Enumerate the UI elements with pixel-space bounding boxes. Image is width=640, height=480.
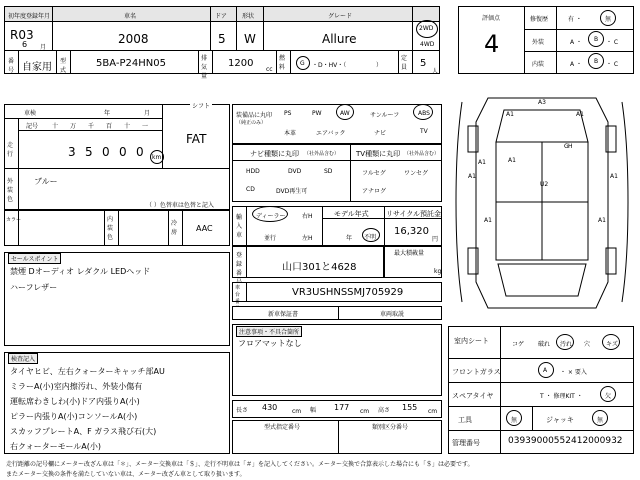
mileage-digit-3: 0 <box>119 145 127 159</box>
car-diagram <box>448 82 636 324</box>
displacement-label: 排気量 <box>201 55 208 80</box>
drive-2wd: 2WD <box>419 25 434 32</box>
inspection-year: 年 <box>104 110 111 117</box>
door-value: 5 <box>218 32 226 46</box>
glass-option: ・ × 要入 <box>560 369 587 376</box>
mileage-unit-4: 十 <box>124 123 131 130</box>
docs-box <box>232 306 442 320</box>
inspection-line-5: 右クォーターモールA(小) <box>10 442 101 451</box>
nav-sub: （社外品含む） <box>304 151 340 157</box>
repair-label: 修復歴 <box>530 16 549 23</box>
diagram-mark-2: A1 <box>576 111 584 118</box>
diagram-mark-11: A1 <box>598 217 606 224</box>
month-unit: 月 <box>40 44 47 51</box>
mgmt-value: 03939000552412000932 <box>508 436 623 446</box>
equip-item-3: サンルーフ <box>370 112 400 119</box>
type-no-label: 型式指定番号 <box>264 424 301 431</box>
int-label: 内装 <box>532 61 545 68</box>
model-year-unit: 年 <box>346 235 353 242</box>
nav-item-2: SD <box>324 168 333 175</box>
glass-value: A <box>543 367 548 374</box>
ac-value: AAC <box>196 224 213 233</box>
sales-label: セールスポイント <box>8 253 61 264</box>
max-load-unit: kg <box>434 268 442 275</box>
inspection-line-3: ピラー内張りA(小)コンソールA(小) <box>10 412 138 421</box>
diagram-mark-9: G <box>564 143 569 150</box>
length-label: 長さ <box>236 407 249 414</box>
ext-after: ・ C <box>606 39 619 46</box>
seat-opt-4: キズ <box>606 341 618 348</box>
recycle-label: リサイクル預託金 <box>386 210 442 218</box>
equip-item-0: PS <box>284 110 292 117</box>
inspection-notes-label: 検査記入 <box>8 353 38 364</box>
kigo-label: 記号 <box>26 123 39 130</box>
capacity-unit: 人 <box>432 68 439 75</box>
diagram-mark-0: A3 <box>538 99 546 106</box>
diagram-mark-3: A1 <box>468 173 476 180</box>
equip-item2-0: 本革 <box>284 130 297 137</box>
color-note: （ ）色替車は色替と記入 <box>146 202 214 209</box>
footer-line2: またメーター交換の条件を満たしていない車は、メーター改ざん車として取り扱います。 <box>6 471 246 478</box>
fuel-options: ・D・HV・（ <box>312 62 347 69</box>
equip-item-2: AW <box>340 110 350 117</box>
notes-value: フロアマットなし <box>238 339 302 348</box>
spare-options: T ・ 修理KIT ・ <box>540 393 583 400</box>
import-label: 輸入車 <box>236 214 243 239</box>
diagram-mark-5: A1 <box>478 159 486 166</box>
equip-item2-3: TV <box>420 128 428 135</box>
diagram-mark-8: H <box>568 143 573 150</box>
repair-opts: 有 ・ <box>568 16 582 23</box>
spare-value: 欠 <box>605 393 612 400</box>
width-value: 177 <box>334 403 350 412</box>
mileage-unit-0: 十 <box>52 123 59 130</box>
mileage-unit-3: 百 <box>106 123 113 130</box>
equip-item2-1: エアバック <box>316 130 346 137</box>
seat-label: 室内シート <box>454 337 489 345</box>
registration-value: 山口301と4628 <box>282 262 357 273</box>
diagram-mark-10: A1 <box>484 217 492 224</box>
inspection-line-0: タイヤヒビ、左右クォーターキャッチ部AU <box>10 367 165 376</box>
width-label: 幅 <box>310 407 317 414</box>
inspection-label: 車検 <box>24 110 37 117</box>
tools-label: 工具 <box>458 416 472 424</box>
nav-item-1: DVD <box>288 168 302 175</box>
nav-item2-1: DVD再生可 <box>276 188 308 195</box>
displacement-unit: cc <box>266 66 273 73</box>
mileage-unit: km <box>152 154 162 161</box>
first-reg-value: R03 <box>10 28 34 42</box>
height-value: 155 <box>402 403 418 412</box>
grade-label: グレード <box>328 13 353 20</box>
nav-item-0: HDD <box>246 168 260 175</box>
tv-item2-0: アナログ <box>362 188 387 195</box>
tools-value: 無 <box>511 417 518 424</box>
car-name-value: 2008 <box>118 32 149 46</box>
tv-item-0: フルセグ <box>362 170 386 177</box>
model-year-value: 不明 <box>364 234 377 241</box>
ext-opts: A ・ <box>570 39 583 46</box>
use-value: 自家用 <box>22 62 52 73</box>
int-value: B <box>594 58 599 65</box>
parallel-label: 並行 <box>264 235 277 242</box>
inspection-month: 月 <box>144 110 151 117</box>
shift-label: シフト <box>192 103 211 110</box>
footer-line1: 走行距離の記号欄にメーター改ざん車は「＊」、メーター交換車は「＄」、走行不明車は「＃」を記入してください。メーター交換で合算表示した場合にも「＄」は必要です。 <box>6 461 474 468</box>
warranty-label: 新車保証書 <box>268 311 299 318</box>
vin-value: VR3USHNSSMJ705929 <box>292 287 404 298</box>
drive-4wd: 4WD <box>420 41 435 48</box>
displacement-value: 1200 <box>228 58 254 69</box>
interior-color-label: 内装色 <box>107 216 114 241</box>
fuel-value: G <box>300 60 305 67</box>
registration-label: 登録番 <box>236 252 243 277</box>
jack-value: 無 <box>597 417 604 424</box>
seat-opt-3: 穴 <box>584 341 591 348</box>
tv-item-1: ワンセグ <box>404 170 429 177</box>
diagram-mark-4: A1 <box>610 173 618 180</box>
tv-label: TV種類に丸印 <box>356 150 401 158</box>
first-reg-month: 6 <box>22 40 28 49</box>
first-reg-label: 初年度登録年月 <box>8 13 51 20</box>
tv-sub: （社外品含む） <box>404 151 440 157</box>
width-unit: cm <box>360 408 370 415</box>
ext-label: 外装 <box>532 39 545 46</box>
model-value: 5BA-P24HN05 <box>96 58 166 69</box>
number-label: 番号 <box>8 58 15 74</box>
sales-line1: 禁煙 Dオーディオ レダクル LEDヘッド <box>10 267 151 276</box>
model-label: 型式 <box>60 58 67 74</box>
notes-label: 注意事項・不具合箇所 <box>236 326 302 337</box>
max-load-label: 最大積載量 <box>394 250 425 257</box>
mileage-unit-2: 千 <box>88 123 95 130</box>
car-diagram-svg <box>448 82 636 324</box>
inspection-line-2: 運転席わきしわ(小)ドア内張りA(小) <box>10 397 140 406</box>
equip-item-4: ABS <box>418 110 430 117</box>
inspection-line-1: ミラーA(小)室内擦汚れ、外装小傷有 <box>10 382 143 391</box>
seat-opt-0: コゲ <box>512 341 525 348</box>
exterior-color-label: 外装色 <box>7 178 14 203</box>
diagram-mark-7: A1 <box>508 157 516 164</box>
spare-label: スペアタイヤ <box>452 392 494 400</box>
capacity-value: 5 <box>420 58 427 69</box>
right-hand-label: 右H <box>302 213 313 220</box>
score-value: 4 <box>484 30 500 58</box>
recycle-value: 16,320 <box>394 226 429 237</box>
grade-value: Allure <box>322 32 357 46</box>
sales-line2: ハーフレザー <box>10 283 58 292</box>
seat-opt-1: 破れ <box>538 341 551 348</box>
mileage-unit-1: 万 <box>70 123 77 130</box>
score-label: 評価点 <box>482 15 501 22</box>
equipment-label: 装備品に丸印 <box>236 112 273 119</box>
mgmt-label: 管理番号 <box>452 439 480 447</box>
fuel-close: ） <box>376 62 383 69</box>
height-label: 高さ <box>378 407 391 414</box>
recycle-unit: 円 <box>432 236 439 243</box>
length-unit: cm <box>292 408 302 415</box>
car-name-label: 車名 <box>124 13 137 20</box>
door-label: ドア <box>215 13 227 20</box>
nav-item2-0: CD <box>246 186 255 193</box>
ext-value: B <box>594 36 599 43</box>
capacity-label: 定員 <box>401 55 408 71</box>
int-opts: A ・ <box>570 61 583 68</box>
int-after: ・ C <box>606 61 619 68</box>
repair-none: 無 <box>605 16 612 23</box>
nav-label: ナビ種類に丸印 <box>250 150 299 158</box>
exterior-color-value: ブルー <box>34 177 58 186</box>
diagram-mark-6: U2 <box>540 181 549 188</box>
mileage-unit-5: 一 <box>142 123 149 130</box>
equip-item2-2: ナビ <box>374 130 387 137</box>
equipment-sub: （純正のみ） <box>236 120 267 126</box>
ac-label: 冷房 <box>171 220 178 236</box>
model-year-label: モデル年式 <box>334 210 369 218</box>
shape-value: W <box>244 32 256 46</box>
shape-label: 形状 <box>242 13 255 20</box>
glass-label: フロントガラス <box>452 368 501 376</box>
class-no-label: 類別区分番号 <box>372 424 409 431</box>
fuel-label: 燃料 <box>279 55 286 71</box>
mileage-digit-2: 0 <box>102 145 110 159</box>
jack-label: ジャッキ <box>546 416 574 424</box>
mileage-digit-0: 3 <box>68 145 76 159</box>
manual-label: 車両取説 <box>380 311 405 318</box>
seat-opt-2: 汚れ <box>560 341 573 348</box>
diagram-mark-1: A1 <box>506 111 514 118</box>
vin-label: 車台番 <box>235 285 241 305</box>
color-code-label: カラー <box>6 217 22 223</box>
mileage-digit-4: 0 <box>136 145 144 159</box>
mileage-digit-1: 5 <box>85 145 93 159</box>
height-unit: cm <box>428 408 438 415</box>
length-value: 430 <box>262 403 278 412</box>
driving-label: 走行 <box>7 142 14 158</box>
equip-item-1: PW <box>312 110 322 117</box>
inspection-line-4: スカッフプレートA、F ガラス飛び石(大) <box>10 427 157 436</box>
shift-value: FAT <box>186 132 207 146</box>
left-hand-label: 左H <box>302 235 313 242</box>
dealer-label: ディーラー <box>256 213 286 220</box>
